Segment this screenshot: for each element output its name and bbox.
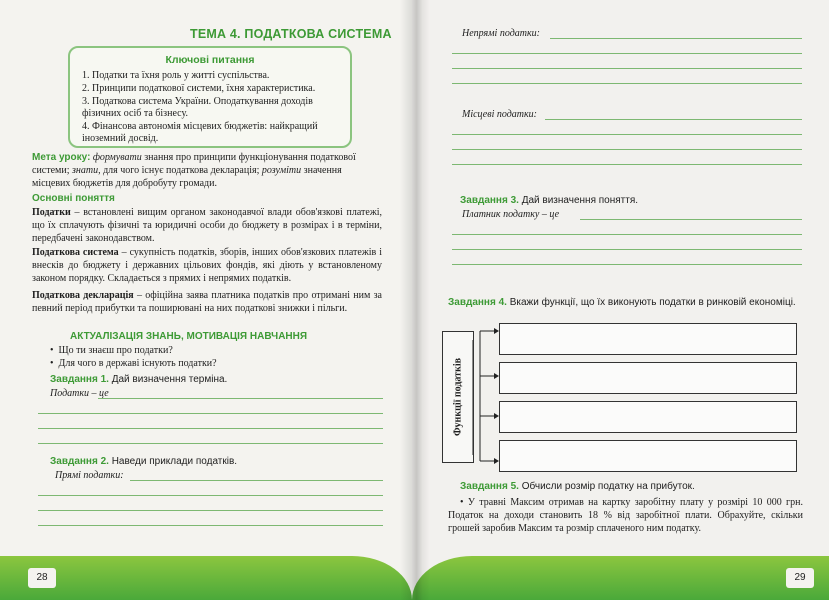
task-1-text: Дай визначення терміна.	[111, 374, 228, 385]
answer-line	[452, 234, 802, 235]
task-1-label: Завдання 1.	[50, 374, 109, 385]
task-2-prompt: Прямі податки:	[55, 470, 124, 481]
function-box-2[interactable]	[499, 362, 797, 394]
function-box-3[interactable]	[499, 401, 797, 433]
task-1-header	[50, 374, 227, 385]
answer-line	[452, 264, 802, 265]
lesson-goal-text-3: значення місцевих бюджетів для добробуту громади.	[32, 165, 342, 189]
task-2-label: Завдання 2.	[50, 456, 109, 467]
task-2-text: Наведи приклади податків.	[111, 456, 238, 467]
page-number: 28	[28, 568, 56, 588]
answer-line	[38, 495, 383, 496]
answer-line	[452, 149, 802, 150]
task-5-body: • У травні Максим отримав на картку заробітну плату у розмірі 10 000 грн. Податок на доходи становить 18 % від заробітної плати. Обрахуйте, скільки грошей заробив Максим та розмір сплаченого ним податку.	[448, 497, 803, 534]
task-2-header	[50, 456, 237, 467]
answer-line	[98, 398, 383, 399]
key-questions-box	[68, 46, 352, 148]
lesson-goal-text-1: знання про принципи функціонування податкової системи;	[32, 152, 356, 176]
answer-line	[545, 119, 802, 120]
concepts-heading: Основні поняття	[32, 193, 115, 204]
answer-line	[452, 164, 802, 165]
indirect-taxes-prompt: Непрямі податки:	[462, 28, 540, 39]
key-question-3: 3. Податкова система України. Оподаткування доходів фізичних осіб та бізнесу.	[82, 96, 313, 119]
answer-line	[452, 53, 802, 54]
function-box-4[interactable]	[499, 440, 797, 472]
concept-term: Податкова система	[32, 247, 119, 258]
task-1-prompt: Податки – це	[50, 388, 109, 399]
key-question-2: 2. Принципи податкової системи, їхня характеристика.	[82, 83, 316, 94]
right-page	[412, 0, 829, 600]
answer-line	[550, 38, 802, 39]
task-5-header	[460, 481, 695, 492]
diagram-connectors	[472, 320, 502, 470]
left-page	[0, 0, 412, 600]
answer-line	[452, 249, 802, 250]
task-4-header	[448, 296, 803, 309]
concept-term: Податкова декларація	[32, 290, 134, 301]
lesson-goal-text-2: для чого існує податкова декларація;	[103, 165, 260, 176]
footer-band	[0, 556, 412, 600]
answer-line	[38, 443, 383, 444]
answer-line	[38, 510, 383, 511]
answer-line	[38, 413, 383, 414]
answer-line	[38, 428, 383, 429]
concept-definition: – офіційна заява платника податків про отримані ним за певний період прибутки та поширювані на них податкові знижки і пільги.	[32, 290, 382, 314]
task-3-text: Дай визначення поняття.	[521, 195, 639, 206]
key-question-4: 4. Фінансова автономія місцевих бюджетів: найкращий іноземний досвід.	[82, 121, 318, 144]
footer-band	[412, 556, 829, 600]
concept-declaration	[32, 289, 382, 315]
answer-line	[452, 83, 802, 84]
lesson-goal	[32, 151, 382, 190]
concept-definition: – сукупність податків, зборів, інших обов'язкових платежів і внесків до бюджету і державних цільових фондів, які діють у встановленому законом порядку. Складається з прямих і непрямих податків.	[32, 247, 383, 284]
page-number: 29	[786, 568, 814, 588]
function-box-1[interactable]	[499, 323, 797, 355]
answer-line	[38, 525, 383, 526]
lesson-goal-word-3: розуміти	[261, 165, 302, 176]
functions-label: Функції податків	[452, 357, 464, 437]
lesson-goal-word-1: формувати	[92, 152, 142, 163]
lesson-goal-word-2: знати,	[72, 165, 101, 176]
actualization-heading: АКТУАЛІЗАЦІЯ ЗНАНЬ, МОТИВАЦІЯ НАВЧАННЯ	[70, 331, 308, 342]
task-4-label: Завдання 4.	[448, 297, 507, 308]
local-taxes-prompt: Місцеві податки:	[462, 109, 538, 120]
task-3-header	[460, 195, 638, 206]
task-5-text: Обчисли розмір податку на прибуток.	[521, 481, 695, 492]
key-questions-heading: Ключові питання	[165, 54, 255, 66]
task-5-label: Завдання 5.	[460, 481, 519, 492]
answer-line	[452, 68, 802, 69]
concept-definition: – встановлені вищим органом законодавчої влади обов'язкові платежі, що їх сплачують фізичні та юридичні особи до бюджету в розмірах і в терміни, передбачені законодавством.	[32, 207, 383, 244]
task-3-label: Завдання 3.	[460, 195, 519, 206]
concept-tax-system	[32, 246, 382, 285]
answer-line	[130, 480, 383, 481]
concept-term: Податки	[32, 207, 71, 218]
lesson-goal-label: Мета уроку:	[32, 152, 91, 163]
key-question-1: 1. Податки та їхня роль у житті суспільства.	[82, 70, 270, 81]
concept-taxes	[32, 206, 382, 245]
page-title: ТЕМА 4. ПОДАТКОВА СИСТЕМА	[190, 27, 392, 41]
answer-line	[452, 134, 802, 135]
question-2: • Для чого в державі існують податки?	[50, 358, 217, 369]
task-3-prompt: Платник податку – це	[462, 209, 560, 220]
question-1: • Що ти знаєш про податки?	[50, 345, 173, 356]
task-4-text: Вкажи функції, що їх виконують податки в ринковій економіці.	[509, 297, 796, 308]
functions-label-box	[442, 331, 474, 463]
answer-line	[580, 219, 802, 220]
